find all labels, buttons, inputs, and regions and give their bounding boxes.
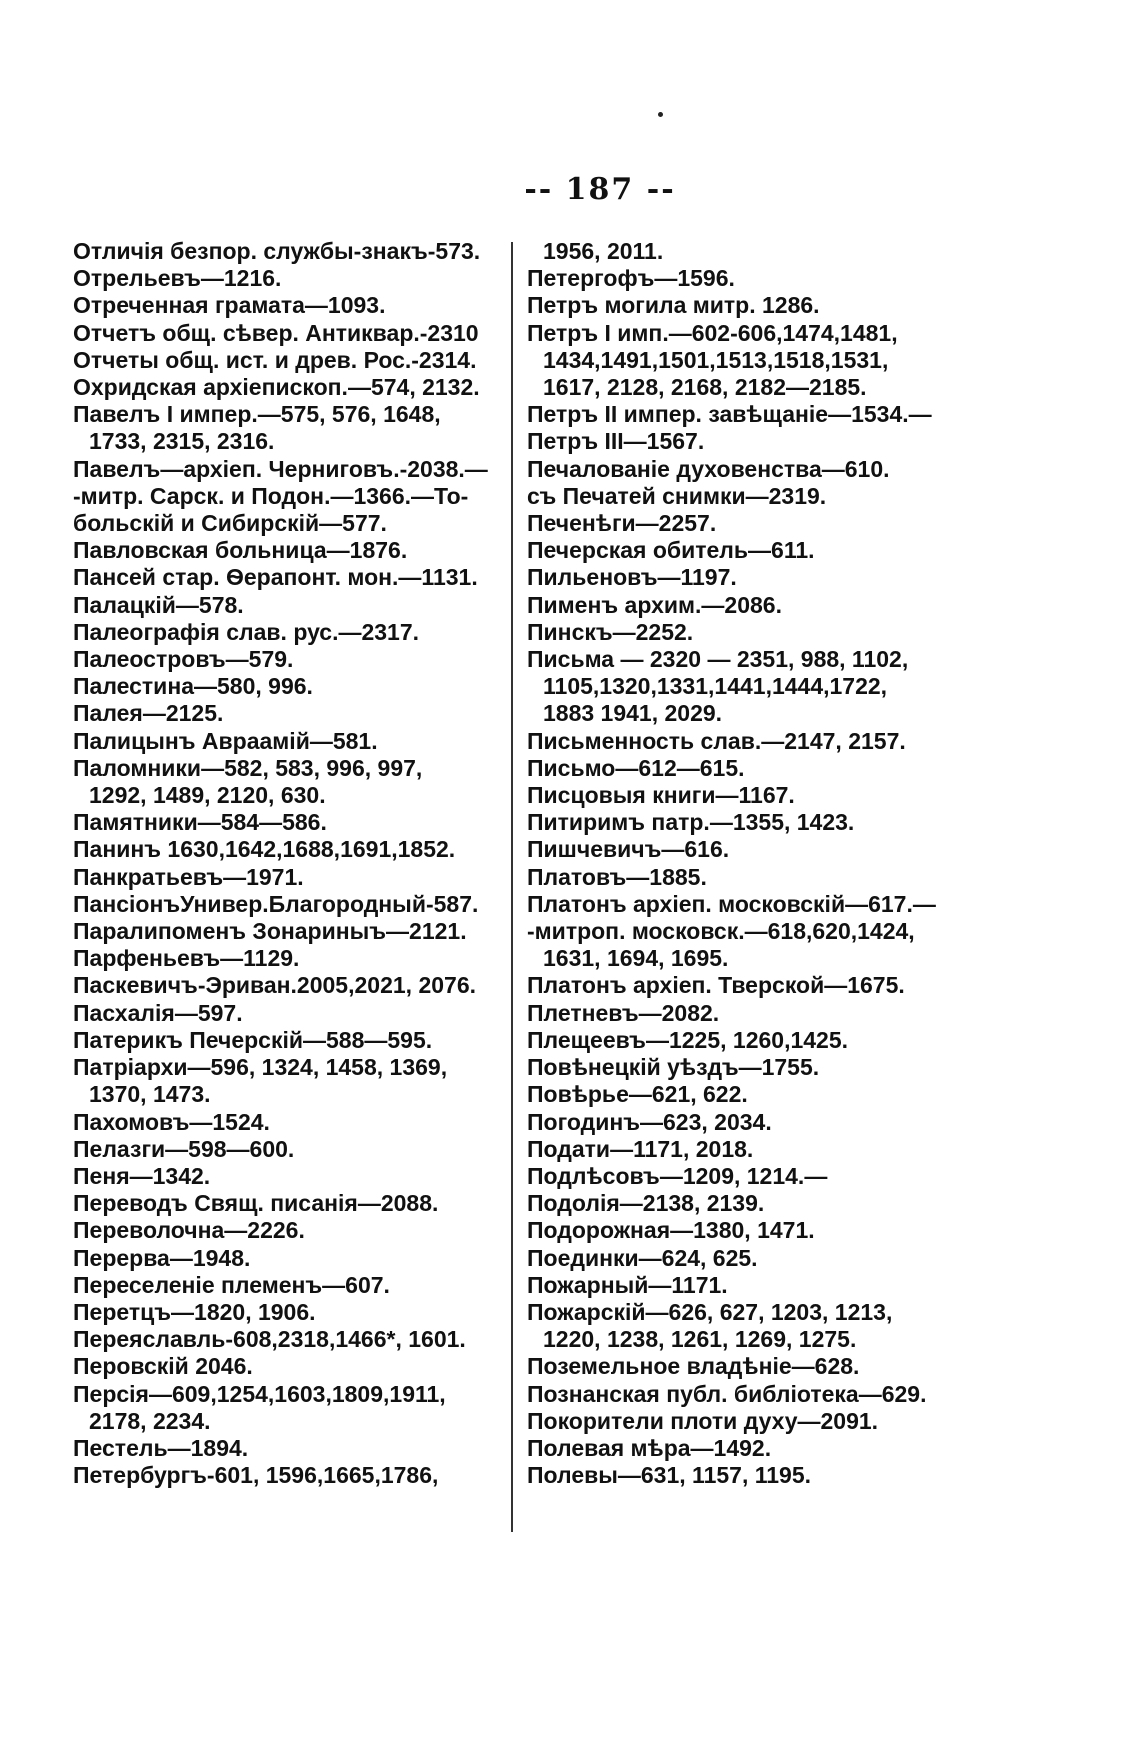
index-entry: Полевая мѣра—1492. xyxy=(527,1434,772,1461)
index-entry: Панкратьевъ—1971. xyxy=(73,863,304,890)
index-entry: Отличiя безпор. службы-знакъ-573. xyxy=(73,238,481,264)
index-entry-continuation: 1631, 1694, 1695. xyxy=(543,945,729,972)
index-entry: Переводъ Свящ. писанiя—2088. xyxy=(73,1190,439,1217)
index-entry: Пильеновъ—1197. xyxy=(527,564,737,591)
index-entry: -митр. Сарск. и Подон.—1366.—То- xyxy=(73,482,469,509)
index-entry: Платовъ—1885. xyxy=(527,863,707,890)
index-entry: Пахомовъ—1524. xyxy=(73,1108,270,1135)
index-entry-continuation: 1434,1491,1501,1513,1518,1531, xyxy=(543,346,889,373)
index-entry: Пожарный—1171. xyxy=(527,1271,728,1298)
index-entry: Патрiархи—596, 1324, 1458, 1369, xyxy=(73,1054,448,1081)
index-entry: Переволочна—2226. xyxy=(73,1217,305,1244)
index-entry: Петръ I имп.—602-606,1474,1481, xyxy=(527,319,898,346)
column-divider xyxy=(511,242,513,1532)
index-entry: Петръ III—1567. xyxy=(527,428,705,455)
index-entry: Пеня—1342. xyxy=(73,1162,211,1189)
index-entry: Паломники—582, 583, 996, 997, xyxy=(73,754,423,781)
page-number: -- 187 -- xyxy=(524,172,676,207)
index-entry: Палицынъ Авраамiй—581. xyxy=(73,727,378,754)
index-entry: Печерская обитель—611. xyxy=(527,537,815,564)
index-entry: Покорители плоти духу—2091. xyxy=(527,1407,879,1434)
index-entry: Переселенiе племенъ—607. xyxy=(73,1271,390,1298)
index-entry: съ Печатей снимки—2319. xyxy=(527,482,827,509)
index-entry: Познанская публ. библiотека—629. xyxy=(527,1380,927,1407)
index-entry: -митроп. московск.—618,620,1424, xyxy=(527,918,915,945)
index-entry: Палеографiя слав. рус.—2317. xyxy=(73,618,420,645)
index-entry-continuation: 1220, 1238, 1261, 1269, 1275. xyxy=(543,1326,857,1353)
index-entry: Поземельное владѣнiе—628. xyxy=(527,1353,860,1380)
index-column-left xyxy=(73,238,498,1489)
index-entry: Отчеты общ. ист. и древ. Рос.-2314. xyxy=(73,346,477,373)
index-entry-continuation: 1733, 2315, 2316. xyxy=(89,428,275,455)
index-entry: Писцовыя книги—1167. xyxy=(527,782,795,809)
index-entry: Панинъ 1630,1642,1688,1691,1852. xyxy=(73,836,456,863)
index-entry: Охридская архiепископ.—574, 2132. xyxy=(73,374,480,401)
index-entry: Письмо—612—615. xyxy=(527,754,745,781)
ink-dot xyxy=(658,112,663,117)
index-entry: Паскевичъ-Эриван.2005,2021, 2076. xyxy=(73,972,476,999)
index-entry: Патерикъ Печерскiй—588—595. xyxy=(73,1026,433,1053)
index-entry: Пансей стар. Ѳерапонт. мон.—1131. xyxy=(73,564,478,591)
index-entry: Павловская больница—1876. xyxy=(73,537,408,564)
index-entry: Письменность слав.—2147, 2157. xyxy=(527,727,906,754)
index-entry-continuation: 1617, 2128, 2168, 2182—2185. xyxy=(543,374,867,401)
index-entry: Перетцъ—1820, 1906. xyxy=(73,1298,316,1325)
index-entry: Платонъ архiеп. Тверской—1675. xyxy=(527,972,905,999)
index-entry: Палестина—580, 996. xyxy=(73,673,313,700)
index-entry: Пожарскiй—626, 627, 1203, 1213, xyxy=(527,1298,893,1325)
index-entry: Питиримъ патр.—1355, 1423. xyxy=(527,809,855,836)
index-entry: Печалованiе духовенства—610. xyxy=(527,455,890,482)
index-entry-continuation: 1883 1941, 2029. xyxy=(543,700,723,727)
index-column-right xyxy=(527,238,967,1489)
index-entry-continuation: 1370, 1473. xyxy=(89,1081,211,1108)
index-entry: Подолiя—2138, 2139. xyxy=(527,1190,765,1217)
index-entry: Полевы—631, 1157, 1195. xyxy=(527,1462,812,1489)
index-entry: Подлѣсовъ—1209, 1214.— xyxy=(527,1162,828,1189)
index-entry: больскiй и Сибирскiй—577. xyxy=(73,510,387,537)
index-entry: Петръ II импер. завѣщанiе—1534.— xyxy=(527,401,932,428)
index-entry: Петергофъ—1596. xyxy=(527,265,735,292)
index-entry: Персiя—609,1254,1603,1809,1911, xyxy=(73,1380,446,1407)
index-entry: Памятники—584—586. xyxy=(73,809,327,836)
index-entry: Повѣнецкiй уѣздъ—1755. xyxy=(527,1054,820,1081)
index-entry: ПансiонъУнивер.Благородный-587. xyxy=(73,890,479,917)
index-entry: Перерва—1948. xyxy=(73,1244,251,1271)
index-entry: Повѣрье—621, 622. xyxy=(527,1081,748,1108)
index-entry: Подати—1171, 2018. xyxy=(527,1135,754,1162)
index-entry: Пинскъ—2252. xyxy=(527,618,694,645)
index-entry: Павелъ—архiеп. Черниговъ.-2038.— xyxy=(73,455,488,482)
index-entry: Плетневъ—2082. xyxy=(527,999,720,1026)
index-entry: Отреченная грамата—1093. xyxy=(73,292,386,319)
index-entry: Печенѣги—2257. xyxy=(527,510,717,537)
index-entry-continuation: 2178, 2234. xyxy=(89,1407,211,1434)
index-entry: Петербургъ-601, 1596,1665,1786, xyxy=(73,1462,439,1489)
index-entry: Перовскiй 2046. xyxy=(73,1353,253,1380)
index-entry: Подорожная—1380, 1471. xyxy=(527,1217,815,1244)
index-entry-continuation: 1292, 1489, 2120, 630. xyxy=(89,782,326,809)
index-entry: Письма — 2320 — 2351, 988, 1102, xyxy=(527,646,909,673)
index-entry: Пишчевичъ—616. xyxy=(527,836,730,863)
index-entry: Парфеньевъ—1129. xyxy=(73,945,300,972)
index-entry: Паралипоменъ Зонариныъ—2121. xyxy=(73,918,467,945)
index-entry: Отрельевъ—1216. xyxy=(73,265,282,292)
index-entry: Пестель—1894. xyxy=(73,1434,249,1461)
index-entry: Палацкiй—578. xyxy=(73,591,244,618)
index-entry-continuation: 1105,1320,1331,1441,1444,1722, xyxy=(543,673,888,700)
index-entry: Поединки—624, 625. xyxy=(527,1244,758,1271)
index-entry: Петръ могила митр. 1286. xyxy=(527,292,820,319)
index-entry: Плещеевъ—1225, 1260,1425. xyxy=(527,1026,849,1053)
index-entry: Палея—2125. xyxy=(73,700,224,727)
index-entry: Погодинъ—623, 2034. xyxy=(527,1108,772,1135)
index-entry: Отчетъ общ. сѣвер. Антиквар.-2310 xyxy=(73,319,479,346)
index-entry-continuation: 1956, 2011. xyxy=(543,238,664,264)
index-entry: Пасхалiя—597. xyxy=(73,999,243,1026)
index-entry: Палеостровъ—579. xyxy=(73,646,294,673)
index-entry: Павелъ I импер.—575, 576, 1648, xyxy=(73,401,441,428)
index-entry: Пименъ архим.—2086. xyxy=(527,591,782,618)
index-entry: Платонъ архiеп. московскiй—617.— xyxy=(527,890,936,917)
index-entry: Пелазги—598—600. xyxy=(73,1135,295,1162)
index-entry: Переяславль-608,2318,1466*, 1601. xyxy=(73,1326,466,1353)
